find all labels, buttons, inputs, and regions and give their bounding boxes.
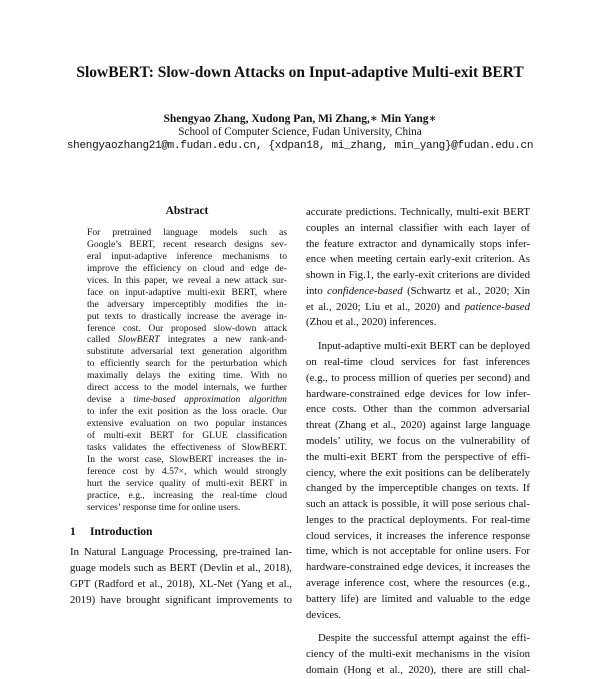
section-heading-introduction [70,526,152,538]
author-list: Shengyao Zhang, Xudong Pan, Mi Zhang,∗ Min Yang∗ [163,113,437,125]
body-line: threat (Zhang et al., 2020) against large language [306,419,530,432]
affiliation: School of Computer Science, Fudan University, China [178,126,422,138]
body-line: accurate predictions. Technically, multi-exit BERT [306,206,530,218]
abstract-line: In the worst case, SlowBERT increases the in- [87,453,287,465]
abstract-line: called SlowBERT integrates a new rank-and- [87,334,287,346]
time-approx-emphasis: time-based approximation algorithm [133,394,287,406]
abstract-line: maximally delays the exiting time. With no [87,370,287,382]
abstract-line: services’ response time for online users. [87,501,241,513]
body-line: Input-adaptive multi-exit BERT can be deployed [318,340,530,353]
body-line: into confidence-based (Schwartz et al., 2020; Xin [306,284,531,297]
intro-line: guage models such as BERT (Devlin et al., 2018), [70,562,292,575]
section-title: Introduction [90,526,153,538]
abstract-line: put texts to drastically increase the average in- [87,310,287,322]
body-line: models’ utility, we focus on the vulnerability of [306,434,530,447]
author-emails: shengyaozhang21@m.fudan.edu.cn, {xdpan18, mi_zhang, min_yang}@fudan.edu.cn [66,140,534,152]
body-line: lenges to the practical deployments. For real-time [306,513,530,526]
body-line: ciency of the multi-exit mechanisms in the vision [306,648,530,661]
abstract-body [87,227,287,514]
introduction-body [70,544,292,608]
body-line: on real-time cloud services for fast inferences [306,356,530,369]
abstract-line: improve the efficiency on cloud and edge de- [87,262,287,274]
section-number: 1 [70,526,76,538]
abstract-line: For pretrained language models such as [87,227,287,238]
body-line: et al., 2020; Liu et al., 2020) and patience-based [306,300,530,313]
right-column-body [306,205,530,679]
abstract-line: devise a time-based approximation algorithm [87,394,287,406]
slowbert-emphasis: SlowBERT [118,334,160,346]
body-line: time, which is not acceptable for online users. For [306,545,530,558]
body-line: hardware-constrained edge devices, it increases the [306,561,530,574]
abstract-line: ference cost. Our proposed slow-down attack [87,322,287,334]
patience-based-emphasis: patience-based [464,300,530,313]
intro-line: GPT (Radford et al., 2018), XL-Net (Yang et al., [70,578,292,591]
body-line: ence when meeting certain early-exit criterion. As [306,253,530,266]
abstract-line: vices. In this paper, we reveal a new attack sur- [87,274,287,286]
body-line: such an attack is possible, it will pose serious chal- [306,498,530,511]
body-line: the feature extractor and dynamically stops infer- [306,237,530,250]
abstract-line: to efficiently search for the perturbation which [87,358,287,370]
body-line: (e.g., to process million of queries per second) and [306,371,530,384]
abstract-heading: Abstract [165,205,209,217]
body-line: cloud services, it increases the inference response [306,529,530,542]
abstract-line: the adversary imperceptibly modifies the in- [87,298,287,310]
abstract-line: face on input-adaptive multi-exit BERT, where [87,286,287,298]
body-line: ciency, where the exit positions can be deliberately [306,466,530,479]
abstract-line: Google’s BERT, recent research designs sev- [87,238,287,250]
body-line: (Zhou et al., 2020) inferences. [306,316,437,329]
abstract-line: substitute adversarial text generation algorithm [87,346,287,358]
body-line: ence costs. Other than the common adversarial [306,403,530,416]
abstract-line: ference cost by 4.57×, which would strongly [87,465,287,477]
body-line: devices. [306,608,342,621]
body-line: hardware-constrained edge devices for low infer- [306,387,530,400]
body-line: domain (Hong et al., 2020), there are still chal- [306,663,530,676]
intro-line: 2019) have brought significant improvements to [70,594,292,607]
body-line: the multi-exit BERT from the perspective of effi- [306,450,530,463]
abstract-line: to infer the exit position as the loss oracle. Our [87,406,287,418]
body-line: battery life) are limited and valuable to the edge [306,592,530,605]
body-line: average inference cost, where the resources (e.g., [306,576,530,589]
abstract-line: practice, e.g., increasing the real-time cloud [87,489,287,501]
abstract-line: extensive evaluation on two popular instances [87,418,287,429]
abstract-line: hurt the service quality of multi-exit BERT in [87,477,287,489]
paper-title: SlowBERT: Slow-down Attacks on Input-adaptive Multi-exit BERT [76,64,524,81]
body-line: couples an internal classifier with each layer of [306,221,530,234]
abstract-line: of multi-exit BERT for GLUE classification [87,429,287,441]
intro-line: In Natural Language Processing, pre-trained lan- [70,546,292,558]
body-line: shown in Fig.1, the early-exit criterions are divided [306,269,530,282]
abstract-line: direct access to the model internals, we further [87,382,287,394]
body-line: Despite the successful attempt against the effi- [318,632,530,645]
abstract-line: eral input-adaptive inference mechanisms to [87,250,287,262]
body-line: changed by the imperceptible changes on texts. If [306,482,530,495]
confidence-based-emphasis: confidence-based [327,284,403,297]
abstract-line: tasks validates the effectiveness of SlowBERT. [87,441,287,453]
